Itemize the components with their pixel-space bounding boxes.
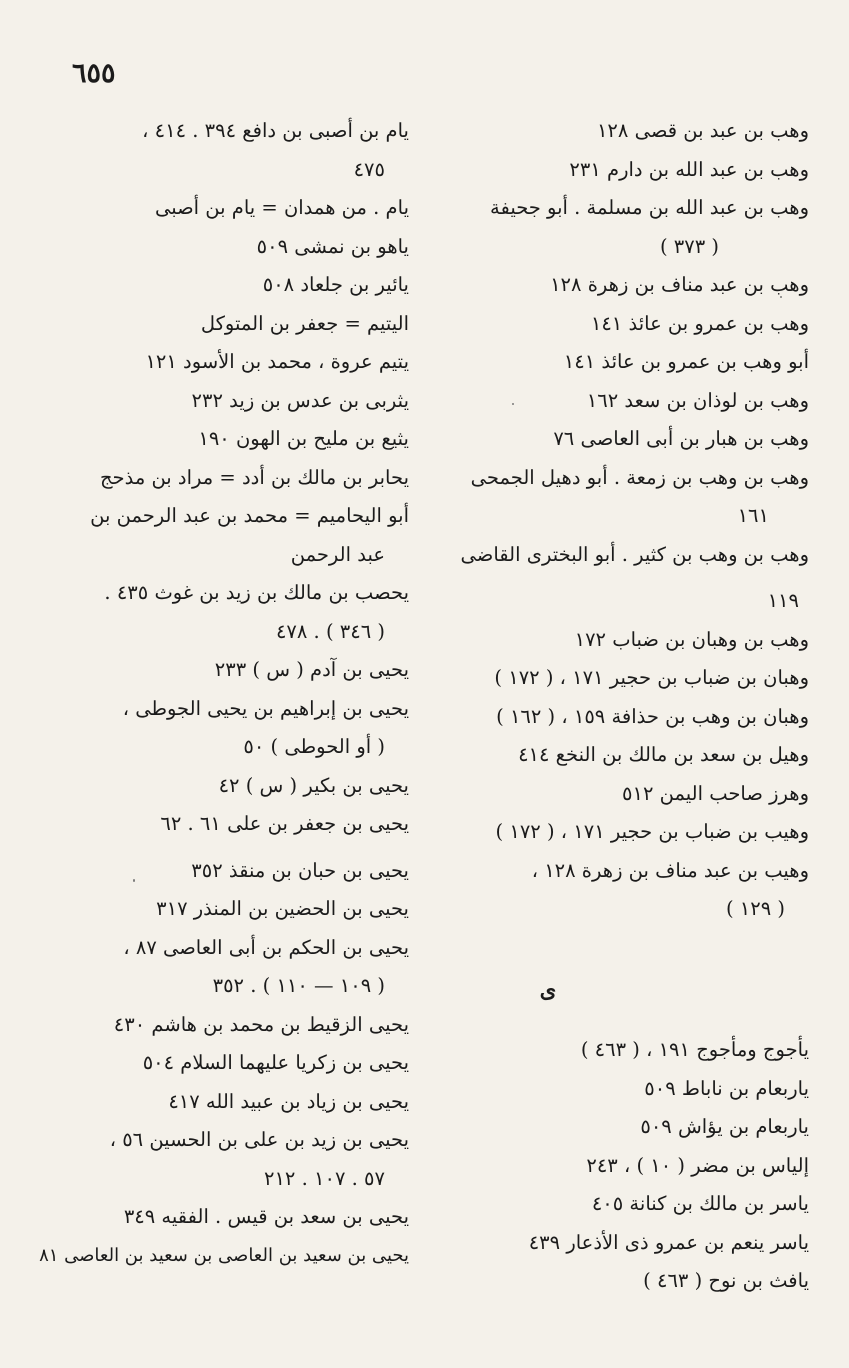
index-entry-continuation: ٥٧ . ١٠٧ . ٢١٢ bbox=[263, 1166, 385, 1190]
index-entry-continuation: ( ١٢٩ ) bbox=[725, 897, 785, 920]
index-entry: يحيى بن زيد بن على بن الحسين ٥٦ ، bbox=[109, 1128, 409, 1151]
index-entry: يثيع بن مليح بن الهون ١٩٠ bbox=[198, 427, 409, 450]
index-entry: يافث بن نوح ( ٤٦٣ ) bbox=[643, 1269, 809, 1292]
index-entry: يحيى بن الحكم بن أبى العاصى ٨٧ ، bbox=[123, 935, 409, 959]
index-entry: يثربى بن عدس بن زيد ٢٣٢ bbox=[191, 388, 409, 412]
index-entry-continuation: ٤٧٥ bbox=[353, 157, 385, 181]
left-column bbox=[37, 112, 409, 1275]
index-entry: وهب بن هبار بن أبى العاصى ٧٦ bbox=[553, 427, 809, 450]
index-entry: وهب بن وهبان بن ضباب ١٧٢ bbox=[574, 627, 809, 651]
page-number: ٦٥٥ bbox=[72, 58, 116, 89]
index-entry: يحيى بن سعد بن قيس . الفقيه ٣٤٩ bbox=[123, 1205, 409, 1228]
index-entry: يحيى بن زكريا عليهما السلام ٥٠٤ bbox=[142, 1051, 409, 1074]
index-entry: يحيى بن الحضين بن المنذر ٣١٧ bbox=[156, 897, 409, 920]
index-entry: يحيى بن حبان بن منقذ ٣٥٢ bbox=[191, 858, 409, 882]
index-entry: ياربعام بن ناباط ٥٠٩ bbox=[644, 1076, 809, 1100]
index-entry: يحابر بن مالك بن أدد = مراد بن مذحج bbox=[99, 465, 409, 489]
index-entry: يام بن أصبى بن دافع ٣٩٤ . ٤١٤ ، bbox=[142, 119, 409, 142]
index-entry: يحصب بن مالك بن زيد بن غوث ٤٣٥ . bbox=[104, 581, 409, 604]
index-entry: أبو اليحاميم = محمد بن عبد الرحمن بن bbox=[90, 504, 409, 527]
index-entry: ياسر ينعم بن عمرو ذى الأذعار ٤٣٩ bbox=[528, 1230, 809, 1254]
index-entry: يحيى بن سعيد بن العاصى بن سعيد بن العاصى ٨١ bbox=[39, 1244, 409, 1266]
index-entry: يحيى بن جعفر بن على ٦١ . ٦٢ bbox=[160, 812, 409, 835]
index-entry: وهب بن وهب بن كثير . أبو البخترى القاضى bbox=[460, 542, 809, 566]
index-entry: وهب بن وهب بن زمعة . أبو دهيل الجمحى bbox=[470, 465, 809, 489]
index-entry: اليتيم = جعفر بن المتوكل bbox=[200, 311, 409, 335]
index-entry: وهب بن لوذان بن سعد ١٦٢ bbox=[586, 388, 809, 412]
index-entry: يحيى بن إبراهيم بن يحيى الجوطى ، bbox=[122, 696, 409, 720]
index-entry: يأجوج ومأجوج ١٩١ ، ( ٤٦٣ ) bbox=[580, 1038, 809, 1061]
right-column bbox=[437, 112, 809, 1301]
paper-speck bbox=[133, 879, 135, 882]
index-entry: يحيى بن زياد بن عبيد الله ٤١٧ bbox=[168, 1089, 409, 1113]
index-entry: يائير بن جلعاد ٥٠٨ bbox=[262, 273, 409, 296]
index-entry-continuation: ( أو الحوطى ) ٥٠ bbox=[243, 735, 385, 758]
index-entry: وهيب بن ضباب بن حجير ١٧١ ، ( ١٧٢ ) bbox=[495, 820, 809, 843]
index-entry: وهيب بن عبد مناف بن زهرة ١٢٨ ، bbox=[531, 858, 809, 882]
index-entry: يحيى الزقيط بن محمد بن هاشم ٤٣٠ bbox=[113, 1012, 409, 1036]
index-entry: وهرز صاحب اليمن ٥١٢ bbox=[622, 781, 809, 805]
index-entry: وهيل بن سعد بن مالك بن النخع ٤١٤ bbox=[518, 743, 809, 766]
index-entry: ياسر بن مالك بن كنانة ٤٠٥ bbox=[591, 1192, 809, 1215]
index-entry: ياربعام بن يؤاش ٥٠٩ bbox=[640, 1115, 809, 1138]
index-entry: وهب بن عبد الله بن دارم ٢٣١ bbox=[569, 157, 809, 181]
index-entry: يتيم عروة ، محمد بن الأسود ١٢١ bbox=[145, 350, 409, 373]
index-entry-continuation: ( ١٠٩ — ١١٠ ) . ٣٥٢ bbox=[212, 974, 385, 997]
index-entry: وهب بن عمرو بن عائذ ١٤١ bbox=[590, 311, 809, 335]
index-entry: وهبان بن وهب بن حذافة ١٥٩ ، ( ١٦٢ ) bbox=[496, 704, 809, 728]
index-entry: يحيى بن آدم ( س ) ٢٣٣ bbox=[214, 658, 409, 681]
index-entry: يحيى بن بكير ( س ) ٤٢ bbox=[218, 773, 409, 797]
index-entry-continuation: ( ٣٤٦ ) . ٤٧٨ bbox=[275, 619, 385, 643]
section-letter: ى bbox=[539, 976, 557, 1002]
index-entry: إلياس بن مضر ( ١٠ ) ، ٢٤٣ bbox=[586, 1153, 809, 1177]
paper-speck bbox=[512, 403, 514, 405]
index-entry: وهب بن عبد الله بن مسلمة . أبو جحيفة bbox=[490, 196, 809, 219]
index-entry: وهب بن عبد بن قصى ١٢٨ bbox=[596, 119, 809, 142]
index-entry-continuation: ١١٩ bbox=[767, 589, 799, 612]
index-entry-continuation: ١٦١ bbox=[737, 504, 769, 527]
index-entry: وهبان بن ضباب بن حجير ١٧١ ، ( ١٧٢ ) bbox=[494, 666, 809, 689]
paper-speck bbox=[780, 296, 782, 298]
index-entry: ياهو بن نمشى ٥٠٩ bbox=[256, 234, 409, 258]
index-entry-continuation: ( ٣٧٣ ) bbox=[659, 234, 719, 258]
index-entry: أبو وهب بن عمرو بن عائذ ١٤١ bbox=[563, 350, 809, 373]
index-entry-continuation: عبد الرحمن bbox=[290, 542, 385, 566]
index-entry: وهب بن عبد مناف بن زهرة ١٢٨ bbox=[550, 273, 809, 296]
index-entry: يام . من همدان = يام بن أصبى bbox=[154, 196, 409, 219]
